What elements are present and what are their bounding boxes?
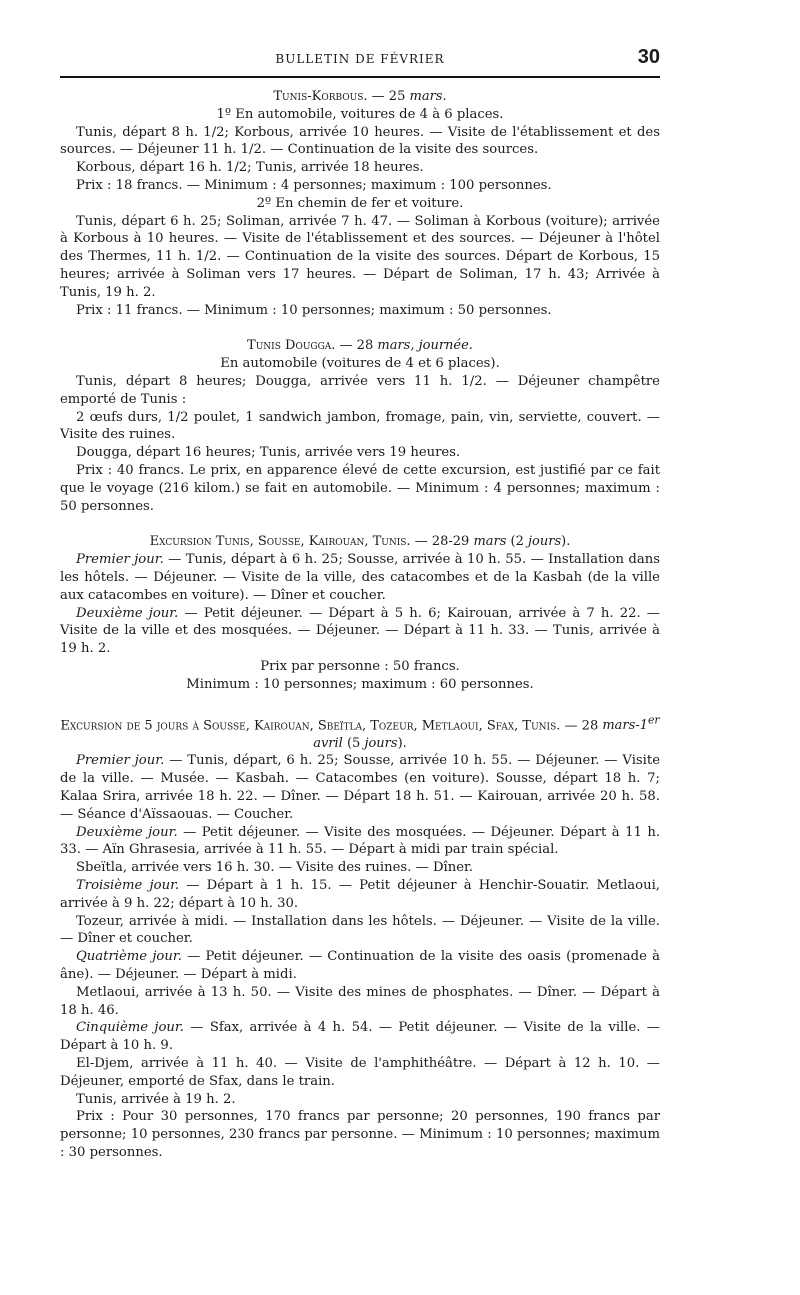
section-gap [60,515,660,527]
paragraph: Premier jour. — Tunis, départ, 6 h. 25; Sousse, arrivée 10 h. 55. — Déjeuner. — Visite de la ville. — Musée. — Kasbah. — Catacombes (en voiture). Sousse, départ 18 h. 7; Kalaa Srira, arrivée 18 h. 22. — Dîner. — Départ 18 h. 51. — Kairouan, arrivée 20 h. 58. — Séance d'Aïssaouas. — Coucher. [60,753,660,822]
paragraph: Premier jour. — Tunis, départ à 6 h. 25; Sousse, arrivée à 10 h. 55. — Installation dans les hôtels. — Déjeuner. — Visite de la ville, des catacombes et de la Kasbah (de la ville aux catacombes en voiture). — Dîner et coucher. [60,552,660,603]
paragraph: Minimum : 10 personnes; maximum : 60 personnes. [186,676,534,692]
paragraph: Prix par personne : 50 francs. [260,658,460,674]
section-title: Tunis Dougga. — 28 mars, journée. [247,338,473,354]
paragraph: Prix : 11 francs. — Minimum : 10 personnes; maximum : 50 personnes. [76,302,552,318]
paragraph: Cinquième jour. — Sfax, arrivée à 4 h. 54. — Petit déjeuner. — Visite de la ville. — Départ à 10 h. 9. [60,1020,660,1054]
paragraph: Tunis, départ 8 h. 1/2; Korbous, arrivée 10 heures. — Visite de l'établissement et des sources. — Déjeuner 11 h. 1/2. — Continuation de la visite des sources. [60,124,660,158]
header-rule [60,76,660,78]
paragraph: 2 œufs durs, 1/2 poulet, 1 sandwich jambon, fromage, pain, vin, serviette, couvert. — Visite des ruines. [60,409,660,443]
paragraph: Tunis, arrivée à 19 h. 2. [76,1091,236,1107]
paragraph: Deuxième jour. — Petit déjeuner. — Départ à 5 h. 6; Kairouan, arrivée à 7 h. 22. — Visite de la ville et des mosquées. — Déjeuner. — Départ à 11 h. 33. — Tunis, arrivée à 19 h. 2. [60,605,660,657]
running-title: BULLETIN DE FÉVRIER [275,52,445,66]
paragraph: Tunis, départ 8 heures; Dougga, arrivée vers 11 h. 1/2. — Déjeuner champêtre emporté de Tunis : [60,373,660,407]
paragraph: Deuxième jour. — Petit déjeuner. — Visite des mosquées. — Déjeuner. Départ à 11 h. 33. — Aïn Ghrasesia, arrivée à 11 h. 55. — Départ à midi par train spécial. [60,824,661,858]
paragraph: 1º En automobile, voitures de 4 à 6 places. [216,106,504,122]
page-number: 30 [637,46,660,68]
section-gap [60,319,660,331]
section-title: Excursion Tunis, Sousse, Kairouan, Tunis. — 28-29 mars (2 jours). [149,534,571,550]
paragraph: El-Djem, arrivée à 11 h. 40. — Visite de l'amphithéâtre. — Départ à 12 h. 10. — Déjeuner, emporté de Sfax, dans le train. [60,1055,660,1089]
paragraph: Tunis, départ 6 h. 25; Soliman, arrivée 7 h. 47. — Soliman à Korbous (voiture); arrivée à Korbous à 10 heures. — Visite de l'établissement et des sources. — Déjeuner à l'hôtel des Thermes, 11 h. 1/2. — Continuation de la visite des sources. Départ de Korbous, 15 heures; arrivée à Soliman vers 17 heures. — Départ de Soliman, 17 h. 43; Arrivée à Tunis, 19 h. 2. [60,213,660,300]
paragraph: Dougga, départ 16 heures; Tunis, arrivée vers 19 heures. [76,445,461,461]
paragraph: En automobile (voitures de 4 et 6 places). [220,356,500,372]
paragraph: Prix : 40 francs. Le prix, en apparence élevé de cette excursion, est justifié par ce fait que le voyage (216 kilom.) se fait en automobile. — Minimum : 4 personnes; maximum : 50 personnes. [60,462,660,514]
paragraph: Prix : 18 francs. — Minimum : 4 personnes; maximum : 100 personnes. [76,177,552,193]
section-title: Tunis-Korbous. — 25 mars. [273,89,447,104]
paragraph: Korbous, départ 16 h. 1/2; Tunis, arrivée 18 heures. [76,160,424,176]
paragraph: Quatrième jour. — Petit déjeuner. — Continuation de la visite des oasis (promenade à âne). — Déjeuner. — Départ à midi. [60,949,660,982]
page-content [60,88,660,1162]
paragraph: Prix : Pour 30 personnes, 170 francs par personne; 20 personnes, 190 francs par personne; 10 personnes, 230 francs par personne. — Minimum : 10 personnes; maximum : 30 personnes. [60,1109,660,1160]
paragraph: 2º En chemin de fer et voiture. [256,195,464,211]
page-header [60,40,660,76]
paragraph: Sbeïtla, arrivée vers 16 h. 30. — Visite des ruines. — Dîner. [76,860,474,876]
paragraph: Troisième jour. — Départ à 1 h. 15. — Petit déjeuner à Henchir-Souatir. Metlaoui, arrivée à 9 h. 22; départ à 10 h. 30. [60,878,661,911]
paragraph: Tozeur, arrivée à midi. — Installation dans les hôtels. — Déjeuner. — Visite de la ville. — Dîner et coucher. [60,913,660,947]
section-title: Excursion de 5 jours à Sousse, Kairouan, Sbeïtla, Tozeur, Metlaoui, Sfax, Tunis. — 28 mars-1er avril (5 jours). [60,713,660,751]
section-gap [60,694,660,706]
document-page [60,40,660,1162]
paragraph: Metlaoui, arrivée à 13 h. 50. — Visite des mines de phosphates. — Dîner. — Départ à 18 h. 46. [60,984,660,1018]
